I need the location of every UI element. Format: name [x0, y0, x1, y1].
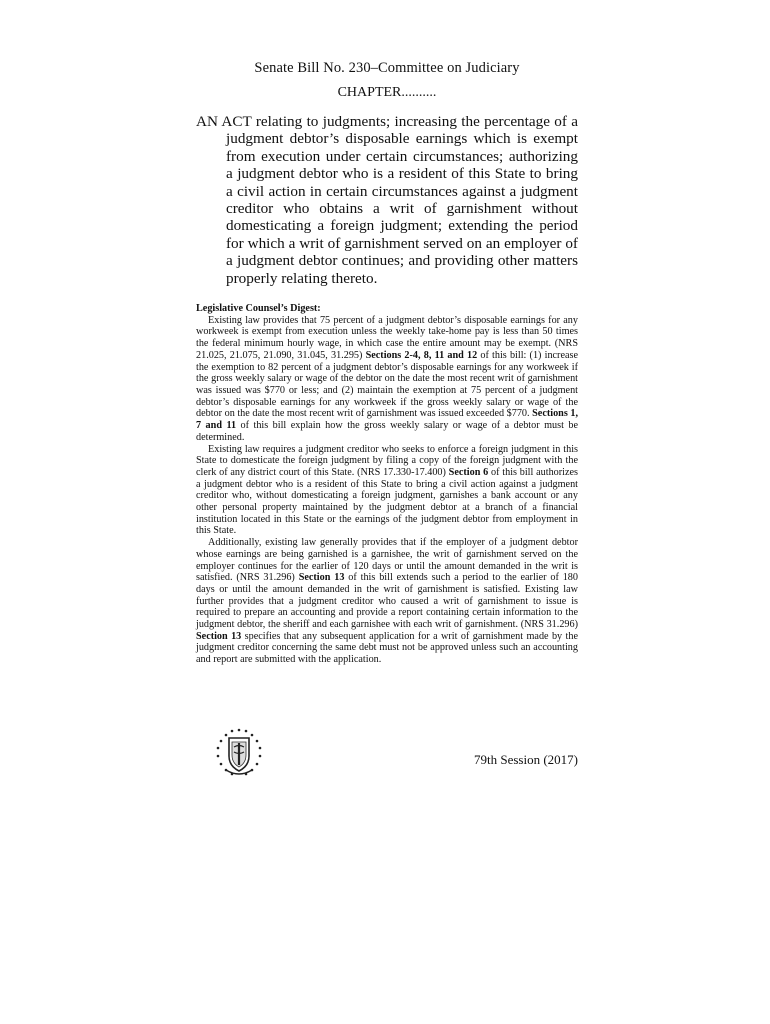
legislative-digest — [196, 303, 578, 666]
bill-page — [196, 60, 578, 666]
act-summary: AN ACT relating to judgments; increasing the percentage of a judgment debtor’s disposable earnings which is exempt from execution under certain circumstances; authorizing a judgment debtor who is a resident of this State to bring a civil action in certain circumstances against a judgment creditor who obtains a writ of garnishment without domesticating a foreign judgment; extending the period for which a writ of garnishment served on an employer of a judgment debtor continues; and providing other matters properly relating thereto. — [196, 113, 578, 287]
digest-text: specifies that any subsequent application for a writ of garnishment made by the judgment creditor concerning the same debt must not be approved unless such an accounting and report are submitted with the application. — [196, 630, 578, 666]
session-label: 79th Session (2017) — [474, 752, 578, 767]
digest-text: of this bill: (1) increase the exemption to 82 percent of a judgment debtor’s disposable earnings for any workweek if the gross weekly salary or wage of the debtor on the date the most recent writ of garnishment was issued was $770 or less; and (2) maintain the exemption at 75 percent of a judgment debtor’s disposable earnings for any workweek if the gross weekly salary or wage of the debtor on the date the most recent writ of garnishment was issued exceeded $770. — [196, 349, 578, 420]
digest-text: of this bill extends such a period to the earlier of 180 days or until the amount demanded in the writ of garnishment is satisfied. Existing law further provides that a judgment creditor who caused a writ of garnishment to issue is required to prepare an accounting and provide a report containing certain information to the judgment debtor, the sheriff and each garnishee with each writ of garnishment. (NRS 31.296) — [196, 572, 578, 631]
section-reference: Section 6 — [448, 466, 489, 478]
section-reference: Section 13 — [298, 572, 345, 584]
bill-title: Senate Bill No. 230–Committee on Judiciary — [254, 60, 520, 76]
digest-text: of this bill authorizes a judgment debtor who is a resident of this State to bring a civil action against a judgment creditor who, without domesticating a foreign judgment, garnishes a bank account or any other personal property maintained by the judgment debtor at a branch of a financial institution located in this State or the earnings of the judgment debtor from employment in this State. — [196, 466, 578, 537]
page-footer — [196, 724, 578, 784]
digest-paragraph-3 — [196, 537, 578, 666]
section-reference: Sections 1, 7 and 11 — [196, 408, 579, 432]
section-reference: Sections 2-4, 8, 11 and 12 — [365, 349, 478, 361]
digest-text: Additionally, existing law generally provides that if the employer of a judgment debtor whose earnings are being garnished is a garnishee, the writ of garnishment served on the employer continues for the earlier of 120 days or until the amount demanded in the writ is satisfied. (NRS 31.296) — [196, 537, 578, 584]
digest-title: Legislative Counsel’s Digest: — [196, 303, 321, 315]
chapter-line: CHAPTER.......... — [337, 85, 437, 100]
digest-text: Existing law provides that 75 percent of a judgment debtor’s disposable earnings for any workweek is exempt from execution unless the weekly take-home pay is less than 50 times the federal minimum hourly wage, in which case the entire amount may be exempt. (NRS 21.025, 21.075, 21.090, 31.045, 31.295) — [196, 314, 578, 361]
digest-paragraph-2 — [196, 444, 578, 538]
digest-text: of this bill explain how the gross weekly salary or wage of a debtor must be determined. — [196, 420, 578, 443]
section-reference: Section 13 — [196, 630, 242, 642]
digest-text: Existing law requires a judgment creditor who seeks to enforce a foreign judgment in this State to domesticate the foreign judgment by filing a copy of the foreign judgment with the clerk of any district court of this State. (NRS 17.330-17.400) — [196, 443, 578, 478]
nevada-seal-icon — [210, 724, 268, 782]
digest-paragraph-1 — [196, 315, 578, 444]
